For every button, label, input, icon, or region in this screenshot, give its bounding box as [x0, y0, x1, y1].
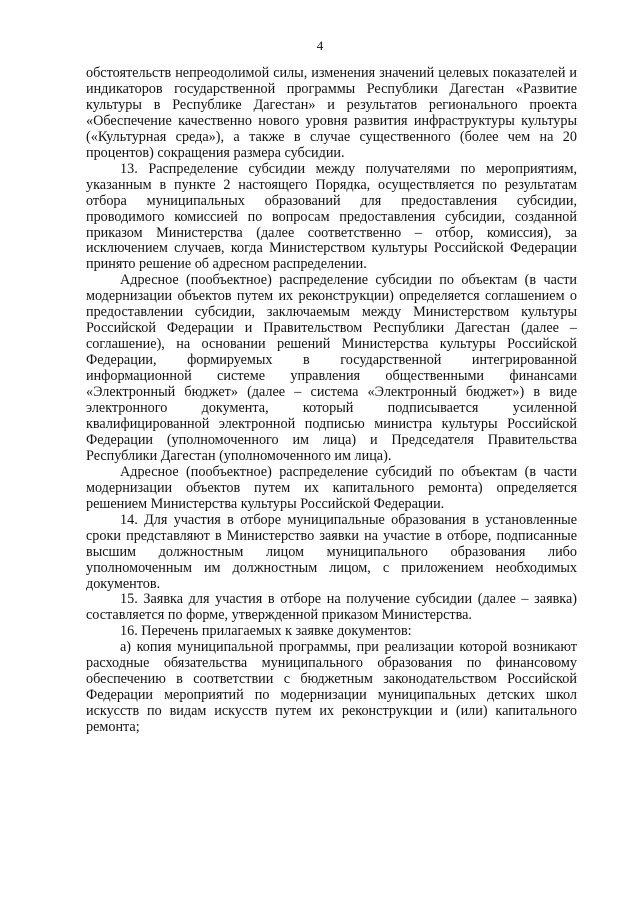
- paragraph-3: Адресное (пообъектное) распределение субсидии по объектам (в части модернизации объектов путем их реконструкции) определяется соглашением о предоставлении субсидии, заключаемым между Министерством культуры Российской Федерации и Правительством Республики Дагестан (далее – соглашение), на основании решений Министерства культуры Российской Федерации, формируемых в государственной интегрированной информационной системе управления общественными финансами «Электронный бюджет» (далее – система «Электронный бюджет») в виде электронного документа, который подписывается усиленной квалифицированной электронной подписью министра культуры Российской Федерации (уполномоченного им лица) и Председателя Правительства Республики Дагестан (уполномоченного им лица).: [86, 272, 577, 464]
- page-number: 4: [316, 38, 324, 53]
- paragraph-1: обстоятельств непреодолимой силы, изменения значений целевых показателей и индикаторов государственной программы Республики Дагестан «Развитие культуры в Республике Дагестан» и результатов регионального проекта «Обеспечение качественно нового уровня развития инфраструктуры культуры («Культурная среда»), а также в случае существенного (более чем на 20 процентов) сокращения размера субсидии.: [86, 65, 577, 161]
- paragraph-7: 16. Перечень прилагаемых к заявке документов:: [120, 623, 412, 640]
- paragraph-4: Адресное (пообъектное) распределение субсидий по объектам (в части модернизации объектов путем их капитального ремонта) определяется решением Министерства культуры Российской Федерации.: [86, 463, 577, 512]
- paragraph-2: 13. Распределение субсидии между получателями по мероприятиям, указанным в пункте 2 настоящего Порядка, осуществляется по результатам отбора муниципальных образований для предоставления субсидии, проводимого комиссией по вопросам предоставления субсидии, созданной приказом Министерства (далее соответственно – отбор, комиссия), за исключением случаев, когда Министерством культуры Российской Федерации принято решение об адресном распределении.: [86, 160, 577, 273]
- paragraph-5: 14. Для участия в отборе муниципальные образования в установленные сроки представляют в Министерство заявки на участие в отборе, подписанные высшим должностным лицом муниципального образования либо уполномоченным им должностным лицом, с приложением необходимых документов.: [86, 511, 577, 592]
- paragraph-8: а) копия муниципальной программы, при реализации которой возникают расходные обязательства муниципального образования по финансовому обеспечению в соответствии с бюджетным законодательством Российской Федерации мероприятий по модернизации муниципальных детских школ искусств по видам искусств путем их реконструкции и (или) капитального ремонта;: [86, 639, 577, 736]
- paragraph-6: 15. Заявка для участия в отборе на получение субсидии (далее – заявка) составляется по форме, утвержденной приказом Министерства.: [86, 591, 577, 624]
- document-body: [86, 66, 577, 736]
